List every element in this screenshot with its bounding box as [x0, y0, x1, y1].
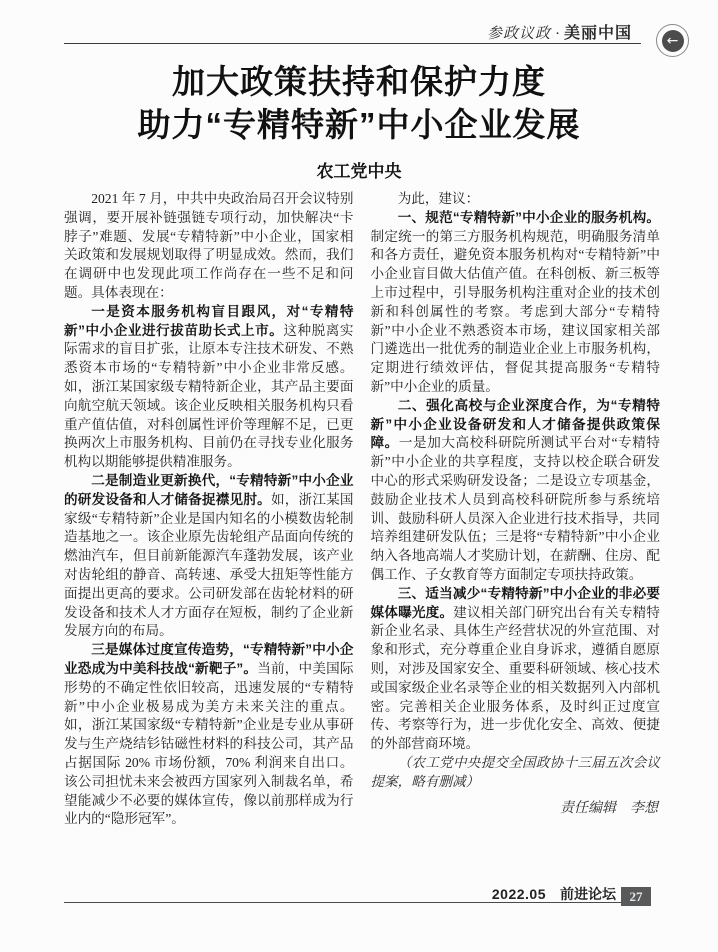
paragraph-lead: 二是制造业更新换代，“专精特新”中小企业的研发设备和人才储备捉襟见肘。 — [64, 472, 354, 507]
paragraph-lead: 三是媒体过度宣传造势，“专精特新”中小企业恐成为中美科技战“新靶子”。 — [64, 642, 354, 676]
footer-meta — [492, 884, 616, 904]
article-author: 农工党中央 — [316, 162, 402, 181]
body-paragraph — [371, 585, 661, 754]
paragraph-lead: 二、强化高校与企业深度合作，为“专精特新”中小企业设备研发和人才储备提供政策保障。 — [370, 397, 660, 451]
body-paragraph — [64, 190, 354, 303]
article-body — [64, 190, 660, 829]
back-arrow-icon: ← — [662, 30, 684, 52]
paragraph-text: 如，浙江某国家级“专精特新”企业是国内知名的小模数齿轮制造基地之一。该企业原先齿轮组产品面向传统的燃油汽车，但目前新能源汽车蓬勃发展，该产业对齿轮组的静音、高转速、承受大扭矩等性能方面提出更高的要求。公司研发部在齿轮材料的研发设备和技术人才方面存在短板，制约了企业新发展方向的布局。 — [64, 491, 354, 639]
section-header — [487, 20, 632, 43]
section-name-script: 参政议政 — [486, 26, 551, 42]
paragraph-text: 当前，中美国际形势的不确定性依旧较高，迅速发展的“专精特新”中小企业极易成为美方未来关注的重点。如，浙江某国家级“专精特新”企业是专业从事研发与生产烧结钐钴磁性材料的科技公司，其产品占据国际 20% 市场份额，70% 利润来自出口。该公司担忧未来会被西方国家列入制裁名单，希望能减少不必要的媒体宣传，像以前那样成为行业内的“隐形冠军”。 — [64, 660, 354, 827]
paragraph-text: 建议相关部门研究出台有关专精特新企业名录、具体生产经营状况的外宣范围、对象和形式，充分尊重企业自身诉求，遵循自愿原则，对涉及国家安全、重要科研领域、核心技术或国家级企业名录等企业的相关数据列入内部机密。完善相关企业服务体系，及时纠正过度宣传、考察等行为，进一步优化安全、高效、便捷的外部营商环境。 — [370, 604, 661, 752]
paragraph-text: 一是加大高校科研院所测试平台对“专精特新”中小企业的共享程度，支持以校企联合研发中心的形式采购研发设备；二是设立专项基金，鼓励企业技术人员到高校科研院所参与系统培训、鼓励科研人员深入企业进行技术指导，共同培养组建研发队伍；三是将“专精特新”中小企业纳入各地高端人才奖励计划，在薪酬、住房、配偶工作、子女教育等方面制定专项扶持政策。 — [370, 435, 660, 582]
paragraph-text: 责任编辑 李想 — [560, 800, 658, 816]
paragraph-text: 这种脱离实际需求的盲目扩张，让原本专注技术研发、不熟悉资本市场的“专精特新”中小企业非常反感。如，浙江某国家级专精特新企业，其产品主要面向航空航天领域。该企业反映相关服务机构只看重产值估值，对科创属性评价等理解不足，已更换两次上市服务机构、目前仍在寻找专业化服务机构以期能够提供精准服务。 — [64, 322, 354, 470]
paragraph-text: 2021 年 7 月，中共中央政治局召开会议特别强调，要开展补链强链专项行动，加快解决“卡脖子”难题、发展“专精特新”中小企业，国家相关政策和发展规划取得了明显成效。然而，我们在调研中也发现此项工作尚存在一些不足和问题。具体表现在： — [64, 191, 354, 300]
article-title — [30, 60, 688, 146]
body-paragraph — [371, 209, 661, 397]
paragraph-lead: 一是资本服务机构盲目跟风，对“专精特新”中小企业进行拔苗助长式上市。 — [64, 303, 354, 338]
body-paragraph — [371, 397, 661, 585]
body-paragraph — [64, 303, 354, 472]
body-paragraph — [371, 190, 661, 209]
article-title-line2: 助力“专精特新”中小企业发展 — [137, 106, 581, 143]
section-separator: · — [554, 26, 560, 42]
header-divider — [64, 43, 641, 44]
editor-paragraph — [371, 800, 661, 819]
body-paragraph — [64, 641, 354, 829]
journal-logo-icon — [656, 24, 689, 57]
paragraph-text: 为此，建议： — [397, 191, 480, 206]
paragraph-text: （农工党中央提交全国政协十三届五次会议提案，略有删减） — [370, 754, 660, 789]
paragraph-text: 制定统一的第三方服务机构规范，明确服务清单和各方责任，避免资本服务机构对“专精特新”中小企业盲目做大估值产值。在科创板、新三板等上市过程中，引导服务机构注重对企业的技术创新和科创属性的考察。考虑到大部分“专精特新”中小企业不熟悉资本市场，建议国家相关部门遴选出一批优秀的制造业企业上市服务机构，定期进行绩效评估，督促其提高服务“专精特新”中小企业的质量。 — [370, 228, 660, 394]
journal-name: 前进论坛 — [560, 886, 616, 902]
body-paragraph — [64, 472, 354, 641]
issue-date: 2022.05 — [491, 886, 546, 902]
article-title-line1: 加大政策扶持和保护力度 — [172, 63, 546, 100]
note-paragraph — [371, 754, 661, 792]
section-name-bold: 美丽中国 — [563, 25, 632, 42]
paragraph-lead: 一、规范“专精特新”中小企业的服务机构。 — [397, 209, 660, 225]
page-number-badge: 27 — [621, 887, 651, 906]
left-column — [64, 190, 354, 829]
paragraph-lead: 三、适当减少“专精特新”中小企业的非必要媒体曝光度。 — [370, 585, 660, 620]
right-column — [371, 190, 661, 829]
